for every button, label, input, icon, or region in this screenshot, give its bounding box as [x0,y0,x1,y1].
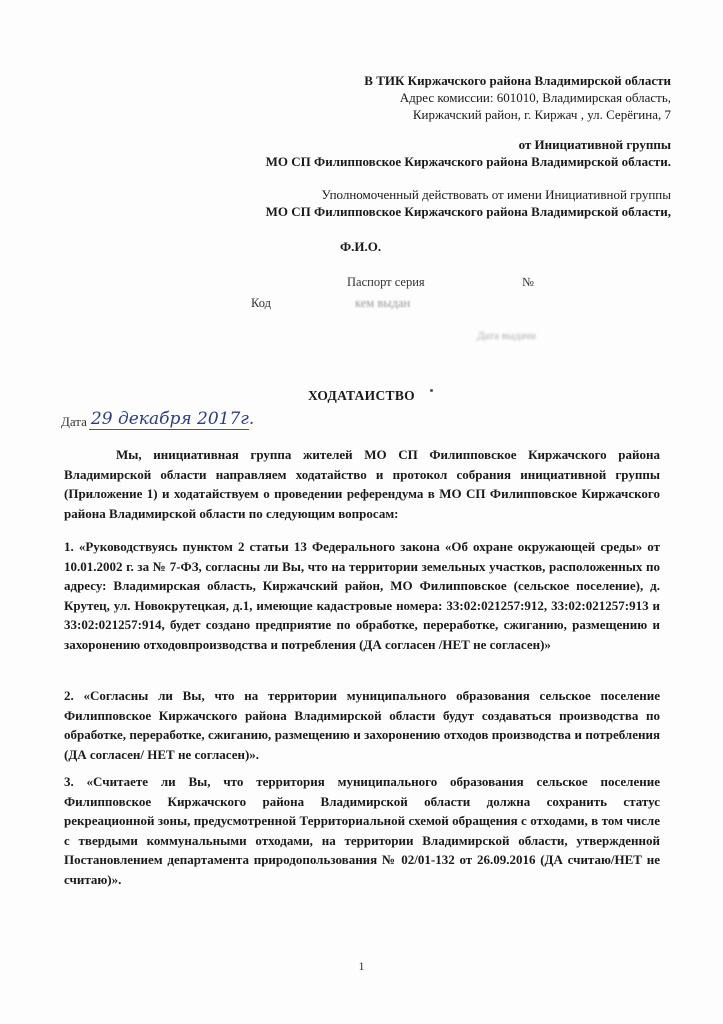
authorized-block [266,186,671,220]
sender-block [266,136,671,170]
page-number: 1 [358,959,365,973]
recipient-block [364,72,671,123]
intro-paragraph: Мы, инициативная группа жителей МО СП Филипповское Киржачского района Владимирской области направляем ходатайство и протокол собрания инициативной группы (Приложение 1) и ходатайствуем о проведении референдума в МО СП Филипповское Киржачского района Владимирской области по следующим вопросам: [64,447,660,521]
question-1: 1. «Руководствуясь пунктом 2 статьи 13 Федерального закона «Об охране окружающей среды» от 10.01.2002 г. за № 7-ФЗ, согласны ли Вы, что на территории земельных участков, расположенных по адресу: Владимирская область, Киржачский район, МО Филипповское (сельское поселение), д. Крутец, ул. Новокрутецкая, д.1, имеющие кадастровые номера: 33:02:021257:912, 33:02:021257:913 и 33:02:021257:914, будет создано предприятие по обработке, переработке, сжиганию, размещению и захоронению отходовпроизводства и потребления (ДА согласен /НЕТ не согласен)» [64,539,660,652]
question-2: 2. «Согласны ли Вы, что на территории муниципального образования сельское поселение Филипповское Киржачского района Владимирской области будут создаваться производства по обработке, переработке, сжиганию, размещению и захоронению отходов производства и потребления (ДА согласен/ НЕТ не согласен)». [64,688,660,762]
date-row [61,409,255,430]
date-line [89,409,255,430]
authorized-line-2: МО СП Филипповское Киржачского района Владимирской области, [265,204,671,219]
address-line-2: Киржачский район, г. Киржач , ул. Серёгина, 7 [412,107,671,122]
authorized-line-1: Уполномоченный действовать от имени Инициативной группы [321,187,671,202]
issued-by-label: кем выдан [355,296,411,310]
passport-label: Паспорт серия [347,275,425,289]
recipient: В ТИК Киржачского района Владимирской области [364,73,671,88]
code-label: Код [251,296,271,310]
scan-speck [430,389,433,392]
address-line-1: Адрес комиссии: 601010, Владимирская область, [399,90,671,105]
date-label: Дата [61,414,87,429]
passport-row [347,275,534,290]
document-title: ХОДАТАИСТВО [308,388,415,403]
passport-number-label: № [522,275,534,289]
handwritten-date: 29 декабря 2017г. [90,409,255,429]
from-line-1: от Инициативной группы [518,137,671,152]
from-line-2: МО СП Филипповское Киржачского района Владимирской области. [265,154,671,169]
issue-date-label: Дата выдачи [477,330,536,342]
question-3: 3. «Считаете ли Вы, что территория муниципального образования сельское поселение Филипповское Киржачского района Владимирской области должна сохранить статус рекреационной зоны, предусмотренной Территориальной схемой обращения с отходами, в том числе с твердыми коммунальными отходами, на территории Владимирской области, утвержденной Постановлением департамента природопользования № 02/01-132 от 26.09.2016 (ДА считаю/НЕТ не считаю)». [64,774,660,887]
fio-label: Ф.И.О. [340,239,382,254]
